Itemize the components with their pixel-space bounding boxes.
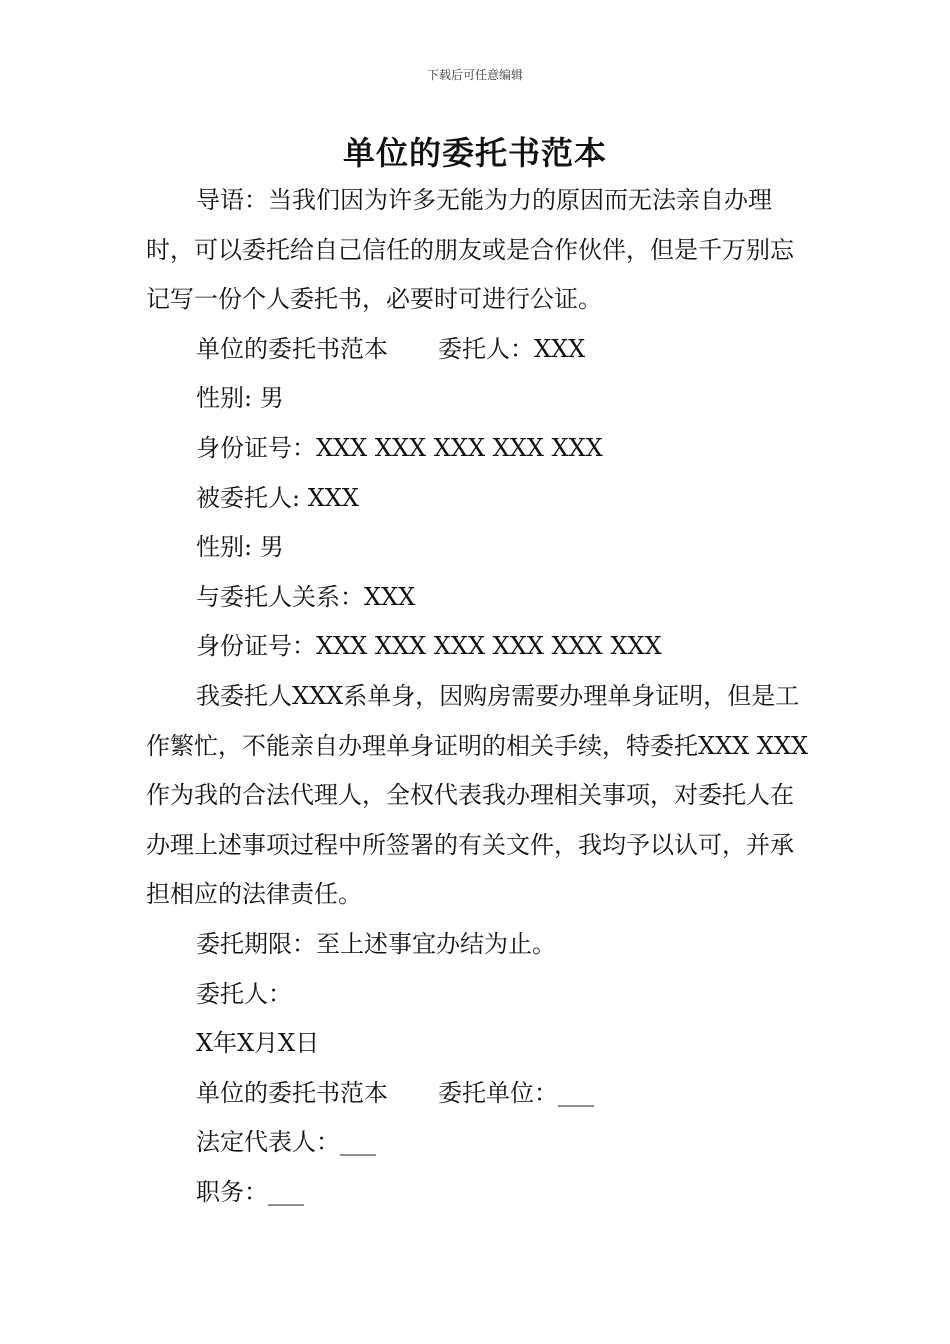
signature-date: X年X月X日 — [196, 1029, 320, 1058]
authorization-paragraph: 我委托人XXX系单身，因购房需要办理单身证明，但是工作繁忙，不能亲自办理单身证明的相关手续，特委托XXX XXX作为我的合法代理人，全权代表我办理相关事项，对委托人在办理上述事项过程中所签署的有关文件，我均予以认可，并承担相应的法律责任。 — [146, 681, 809, 909]
agent-relationship: 与委托人关系：XXX — [196, 582, 416, 611]
entrusting-unit-field: 委托单位：___ — [438, 1078, 594, 1107]
document-body — [146, 176, 810, 1217]
intro-paragraph: 导语：当我们因为许多无能为力的原因而无法亲自办理时，可以委托给自己信任的朋友或是合作伙伴，但是千万别忘记写一份个人委托书，必要时可进行公证。 — [146, 186, 794, 314]
section2-heading: 单位的委托书范本 — [196, 1078, 388, 1107]
section2-heading-line — [146, 1069, 810, 1119]
agent-name: 被委托人: XXX — [196, 483, 359, 512]
header-note: 下载后可任意编辑 — [426, 68, 523, 82]
legal-representative-field: 法定代表人：___ — [196, 1128, 376, 1157]
document-title: 单位的委托书范本 — [342, 134, 607, 172]
section1-heading: 单位的委托书范本 — [196, 334, 388, 363]
agent-id-number: 身份证号：XXX XXX XXX XXX XXX XXX — [196, 632, 662, 661]
agent-gender: 性别: 男 — [196, 533, 284, 562]
authorization-term: 委托期限：至上述事宜办结为止。 — [196, 929, 556, 958]
principal-field: 委托人：XXX — [438, 334, 586, 363]
principal-gender: 性别: 男 — [196, 384, 284, 413]
principal-signature: 委托人： — [196, 979, 292, 1008]
principal-id-number: 身份证号：XXX XXX XXX XXX XXX — [196, 433, 603, 462]
position-field: 职务：___ — [196, 1177, 304, 1206]
section1-heading-line — [146, 325, 810, 375]
